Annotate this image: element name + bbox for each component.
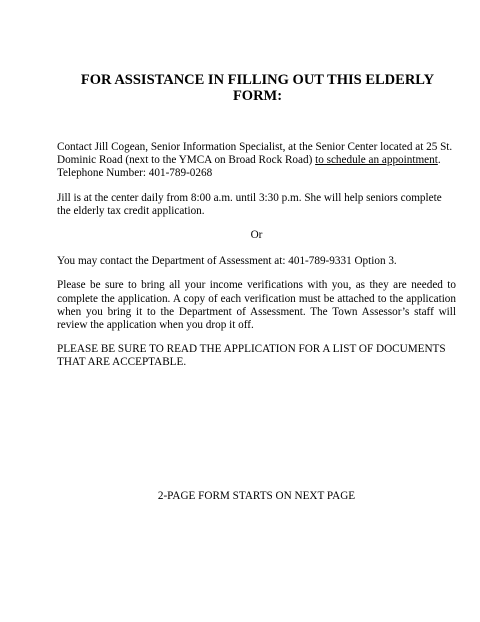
- or-separator: Or: [250, 229, 263, 242]
- assessment-paragraph: You may contact the Department of Assessment at: 401-789-9331 Option 3.: [57, 255, 397, 268]
- verifications-paragraph: Please be sure to bring all your income verifications with you, as they are needed to complete the application. A copy of each verification must be attached to the application when you bring it to the Department of Assessment. The Town Assessor’s staff will review the application when you drop it off.: [57, 279, 456, 332]
- contact-text: Contact Jill Cogean, Senior Information Specialist, at the Senior Center located at 25 St. Dominic Road (next to the YMCA on Broad Rock Road): [57, 141, 453, 167]
- next-page-notice: 2-PAGE FORM STARTS ON NEXT PAGE: [157, 490, 356, 502]
- telephone-number: Telephone Number: 401-789-0268: [57, 167, 213, 180]
- hours-paragraph: Jill is at the center daily from 8:00 a.m. until 3:30 p.m. She will help seniors complete the elderly tax credit application.: [57, 191, 442, 217]
- contact-period: .: [437, 154, 441, 167]
- appointment-underlined-text: to schedule an appointment: [315, 154, 438, 167]
- title-line-1: FOR ASSISTANCE IN FILLING OUT THIS ELDERLY: [80, 72, 435, 88]
- documents-notice: PLEASE BE SURE TO READ THE APPLICATION FOR A LIST OF DOCUMENTS THAT ARE ACCEPTABLE.: [57, 343, 446, 369]
- title-line-2: FORM:: [232, 88, 283, 104]
- page-title: [57, 72, 456, 104]
- contact-paragraph: [57, 141, 456, 181]
